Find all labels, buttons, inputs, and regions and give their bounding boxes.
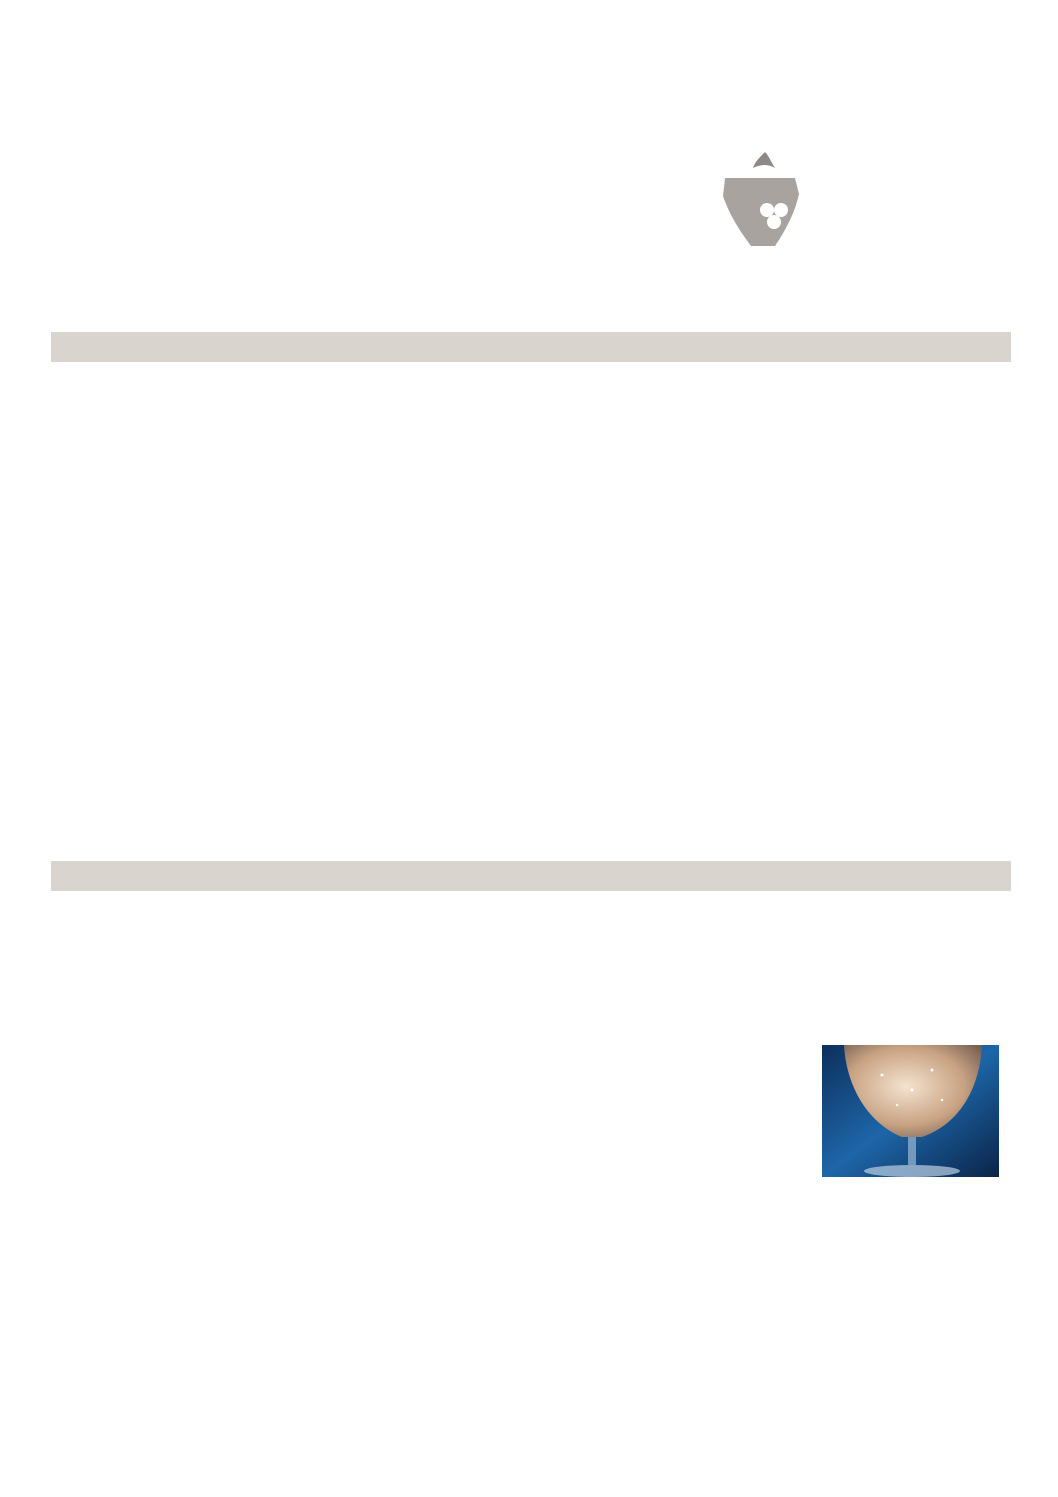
logo xyxy=(645,150,990,250)
edito-body xyxy=(51,385,1007,405)
cellulose-body-middle xyxy=(51,1043,806,1063)
molecule-image xyxy=(55,915,315,1025)
edito-heading xyxy=(51,332,1011,362)
masthead-title xyxy=(52,50,1002,150)
cellulose-heading xyxy=(51,861,1011,891)
bottle-strip-top xyxy=(48,165,628,240)
wine-glass-image xyxy=(822,1045,999,1177)
cellulose-body-bottom xyxy=(51,1206,1007,1226)
bottle-strip-bottom xyxy=(48,1400,1010,1475)
grape-logo-icon xyxy=(695,150,815,250)
